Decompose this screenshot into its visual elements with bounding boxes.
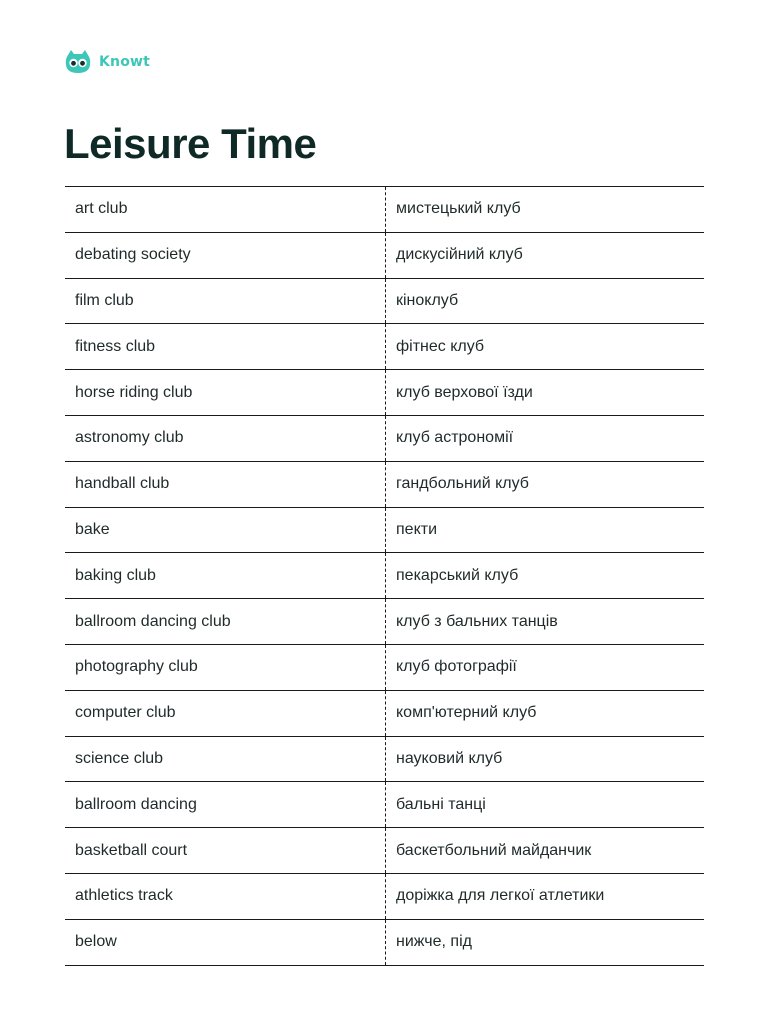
definition-cell: фітнес клуб bbox=[386, 324, 705, 370]
table-row bbox=[65, 278, 704, 324]
table-row bbox=[65, 507, 704, 553]
term-cell: handball club bbox=[65, 461, 386, 507]
term-cell: film club bbox=[65, 278, 386, 324]
definition-cell: клуб фотографії bbox=[386, 644, 705, 690]
term-cell: bake bbox=[65, 507, 386, 553]
table-row bbox=[65, 370, 704, 416]
table-row bbox=[65, 232, 704, 278]
term-cell: baking club bbox=[65, 553, 386, 599]
table-row bbox=[65, 553, 704, 599]
term-cell: athletics track bbox=[65, 873, 386, 919]
definition-cell: нижче, під bbox=[386, 919, 705, 965]
brand-name: Knowt bbox=[99, 54, 151, 70]
definition-cell: пекти bbox=[386, 507, 705, 553]
term-cell: ballroom dancing bbox=[65, 782, 386, 828]
knowt-owl-icon bbox=[64, 49, 92, 75]
table-row bbox=[65, 690, 704, 736]
definition-cell: гандбольний клуб bbox=[386, 461, 705, 507]
definition-cell: дискусійний клуб bbox=[386, 232, 705, 278]
table-row bbox=[65, 324, 704, 370]
table-row bbox=[65, 415, 704, 461]
table-row bbox=[65, 828, 704, 874]
brand-logo bbox=[64, 49, 150, 75]
vocabulary-table-body bbox=[65, 187, 704, 966]
definition-cell: клуб астрономії bbox=[386, 415, 705, 461]
vocabulary-table bbox=[65, 186, 704, 966]
table-row bbox=[65, 599, 704, 645]
term-cell: basketball court bbox=[65, 828, 386, 874]
table-row bbox=[65, 873, 704, 919]
table-row bbox=[65, 644, 704, 690]
term-cell: ballroom dancing club bbox=[65, 599, 386, 645]
table-row bbox=[65, 782, 704, 828]
table-row bbox=[65, 736, 704, 782]
term-cell: photography club bbox=[65, 644, 386, 690]
definition-cell: кіноклуб bbox=[386, 278, 705, 324]
page-title: Leisure Time bbox=[64, 120, 317, 167]
definition-cell: доріжка для легкої атлетики bbox=[386, 873, 705, 919]
table-row bbox=[65, 187, 704, 233]
definition-cell: пекарський клуб bbox=[386, 553, 705, 599]
definition-cell: бальні танці bbox=[386, 782, 705, 828]
term-cell: horse riding club bbox=[65, 370, 386, 416]
definition-cell: баскетбольний майданчик bbox=[386, 828, 705, 874]
definition-cell: клуб верхової їзди bbox=[386, 370, 705, 416]
definition-cell: мистецький клуб bbox=[386, 187, 705, 233]
term-cell: fitness club bbox=[65, 324, 386, 370]
term-cell: below bbox=[65, 919, 386, 965]
term-cell: debating society bbox=[65, 232, 386, 278]
table-row bbox=[65, 919, 704, 965]
definition-cell: комп'ютерний клуб bbox=[386, 690, 705, 736]
term-cell: science club bbox=[65, 736, 386, 782]
term-cell: art club bbox=[65, 187, 386, 233]
term-cell: computer club bbox=[65, 690, 386, 736]
definition-cell: науковий клуб bbox=[386, 736, 705, 782]
table-row bbox=[65, 461, 704, 507]
term-cell: astronomy club bbox=[65, 415, 386, 461]
definition-cell: клуб з бальних танців bbox=[386, 599, 705, 645]
